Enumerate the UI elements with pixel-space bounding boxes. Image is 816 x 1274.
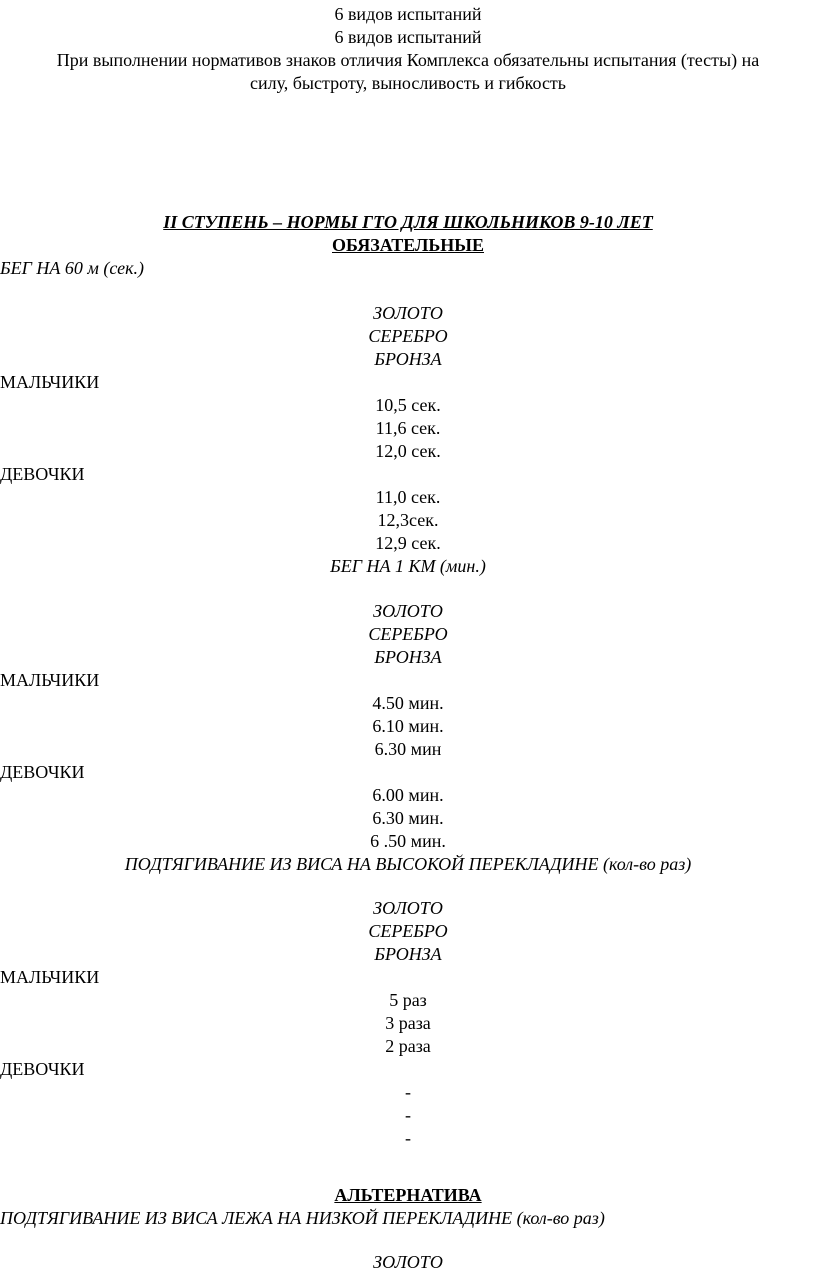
girls-label: ДЕВОЧКИ [0,464,85,484]
girls-silver-value: 6.30 мин. [372,808,444,828]
boys-gold-value: 4.50 мин. [372,693,444,713]
girls-silver-value: - [405,1105,411,1125]
boys-bronze-value: 12,0 сек. [375,441,441,461]
girls-silver-value: 12,3сек. [377,510,439,530]
boys-bronze-value: 2 раза [385,1036,431,1056]
girls-bronze-value: - [405,1128,411,1148]
section-subtitle: ОБЯЗАТЕЛЬНЫЕ [332,235,484,255]
alternative-title: АЛЬТЕРНАТИВА [334,1185,482,1205]
girls-bronze-value: 12,9 сек. [375,533,441,553]
medal-bronze: БРОНЗА [374,349,442,369]
girls-gold-value: - [405,1082,411,1102]
boys-label: МАЛЬЧИКИ [0,372,100,392]
header-line-1: 6 видов испытаний [334,4,482,24]
test-name-pullups-high: ПОДТЯГИВАНИЕ ИЗ ВИСА НА ВЫСОКОЙ ПЕРЕКЛАДИНЕ (кол-во раз) [124,854,692,874]
section-title: II СТУПЕНЬ – НОРМЫ ГТО ДЛЯ ШКОЛЬНИКОВ 9-10 ЛЕТ [163,212,653,232]
medal-silver: СЕРЕБРО [368,921,448,941]
header-line-4: силу, быстроту, выносливость и гибкость [249,73,567,93]
alternative-test-name: ПОДТЯГИВАНИЕ ИЗ ВИСА ЛЕЖА НА НИЗКОЙ ПЕРЕКЛАДИНЕ (кол-во раз) [0,1208,605,1228]
medal-gold: ЗОЛОТО [373,601,443,621]
medal-gold: ЗОЛОТО [373,303,443,323]
medal-gold: ЗОЛОТО [373,898,443,918]
medal-silver: СЕРЕБРО [368,326,448,346]
girls-gold-value: 11,0 сек. [375,487,441,507]
boys-gold-value: 10,5 сек. [375,395,441,415]
girls-bronze-value: 6 .50 мин. [370,831,446,851]
girls-gold-value: 6.00 мин. [372,785,444,805]
medal-silver: СЕРЕБРО [368,624,448,644]
girls-label: ДЕВОЧКИ [0,1059,85,1079]
boys-label: МАЛЬЧИКИ [0,967,100,987]
medal-bronze: БРОНЗА [374,944,442,964]
boys-gold-value: 5 раз [389,990,427,1010]
boys-silver-value: 3 раза [385,1013,431,1033]
header-line-2: 6 видов испытаний [334,27,482,47]
test-name-1km: БЕГ НА 1 КМ (мин.) [330,556,486,576]
boys-bronze-value: 6.30 мин [374,739,442,759]
girls-label: ДЕВОЧКИ [0,762,85,782]
medal-bronze: БРОНЗА [374,647,442,667]
medal-gold: ЗОЛОТО [373,1252,443,1272]
boys-silver-value: 11,6 сек. [375,418,441,438]
test-name-60m: БЕГ НА 60 м (сек.) [0,258,144,278]
boys-label: МАЛЬЧИКИ [0,670,100,690]
boys-silver-value: 6.10 мин. [372,716,444,736]
header-line-3: При выполнении нормативов знаков отличия Комплекса обязательны испытания (тесты) на [56,50,760,70]
